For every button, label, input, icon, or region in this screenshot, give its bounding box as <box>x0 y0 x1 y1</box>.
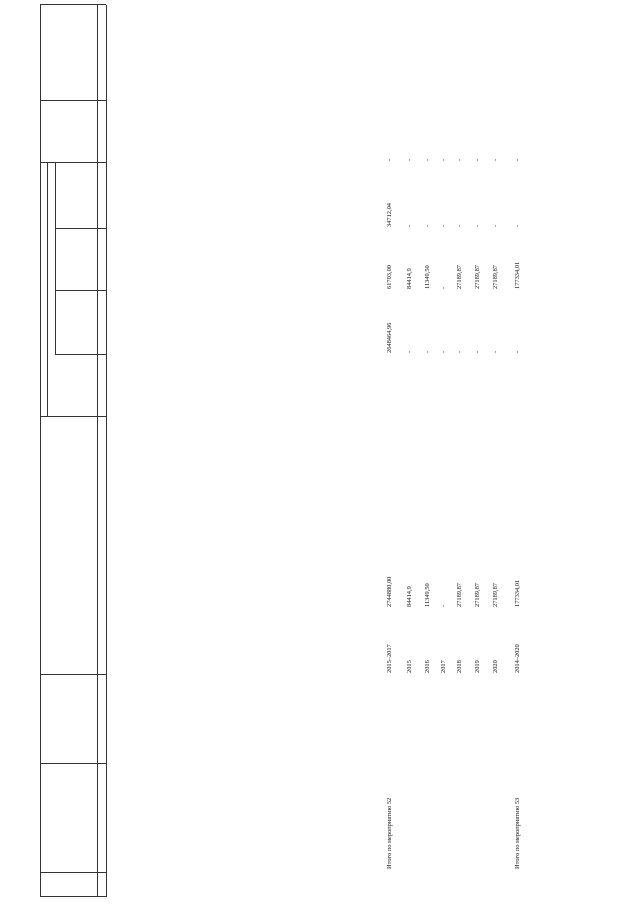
item53-row-4-federal: - <box>474 350 481 353</box>
item53-row-0-regional: 84414,9 <box>406 268 413 289</box>
item53-row-2-local: - <box>440 224 447 227</box>
total53-year: 2014–2020 <box>514 644 521 673</box>
incl-group-border <box>55 163 56 355</box>
total52-extra: - <box>386 158 393 161</box>
item53-row-4-regional: 27189,87 <box>474 265 481 289</box>
item53-row-5-federal: - <box>492 350 499 353</box>
item53-row-2-total: - <box>440 604 447 607</box>
item53-row-4-total: 27189,87 <box>474 583 481 607</box>
col-border-8 <box>40 162 106 163</box>
item53-row-5-extra: - <box>492 158 499 161</box>
total52-total: 2744880,00 <box>386 576 393 607</box>
table-right-border <box>40 4 106 5</box>
funding-group-border <box>47 163 48 417</box>
item53-row-3-regional: 27189,87 <box>456 265 463 289</box>
total53-total: 177334,01 <box>514 579 521 607</box>
item53-row-4-local: - <box>474 224 481 227</box>
item53-row-5-local: - <box>492 224 499 227</box>
item53-row-0-extra: - <box>406 158 413 161</box>
col-border-1 <box>40 872 106 873</box>
col-border-7 <box>55 228 106 229</box>
column-numbers-bottom-border <box>106 5 107 897</box>
item53-row-2-federal: - <box>440 350 447 353</box>
item53-row-1-year: 2016 <box>424 660 431 673</box>
item53-row-3-total: 27189,87 <box>456 583 463 607</box>
col-border-5 <box>55 354 106 355</box>
col-border-3 <box>40 674 106 675</box>
col-border-4 <box>40 416 106 417</box>
total53-extra: - <box>514 158 521 161</box>
item53-row-5-year: 2020 <box>492 660 499 673</box>
item53-row-3-year: 2018 <box>456 660 463 673</box>
item53-row-1-extra: - <box>424 158 431 161</box>
item53-row-0-year: 2015 <box>406 660 413 673</box>
item53-row-4-extra: - <box>474 158 481 161</box>
item53-row-1-local: - <box>424 224 431 227</box>
item53-row-1-regional: 11349,50 <box>424 265 431 289</box>
item53-row-5-total: 27189,87 <box>492 583 499 607</box>
total53-federal: - <box>514 350 521 353</box>
item53-row-2-extra: - <box>440 158 447 161</box>
table-left-border <box>40 896 106 897</box>
item53-row-5-regional: 27189,87 <box>492 265 499 289</box>
col-border-9 <box>40 100 106 101</box>
total52-label: Итого по мероприятию 52 <box>386 797 393 869</box>
item53-row-1-federal: - <box>424 350 431 353</box>
item53-row-3-extra: - <box>456 158 463 161</box>
item53-row-0-local: - <box>406 224 413 227</box>
total53-regional: 177334,01 <box>514 261 521 289</box>
col-border-6 <box>55 290 106 291</box>
item53-row-2-year: 2017 <box>440 660 447 673</box>
item53-row-3-local: - <box>456 224 463 227</box>
total53-local: - <box>514 224 521 227</box>
item53-row-1-total: 11349,50 <box>424 583 431 607</box>
item53-row-3-federal: - <box>456 350 463 353</box>
total53-label: Итого по мероприятию 53 <box>514 797 521 869</box>
col-border-2 <box>40 763 106 764</box>
item53-row-0-total: 84414,9 <box>406 586 413 607</box>
item53-row-2-regional: - <box>440 286 447 289</box>
total52-regional: 61703,00 <box>386 265 393 289</box>
item53-row-4-year: 2019 <box>474 660 481 673</box>
item53-row-0-federal: - <box>406 350 413 353</box>
total52-federal: 2648464,96 <box>386 322 393 353</box>
total52-year: 2015–2017 <box>386 644 393 673</box>
total52-local: 34712,04 <box>386 203 393 227</box>
